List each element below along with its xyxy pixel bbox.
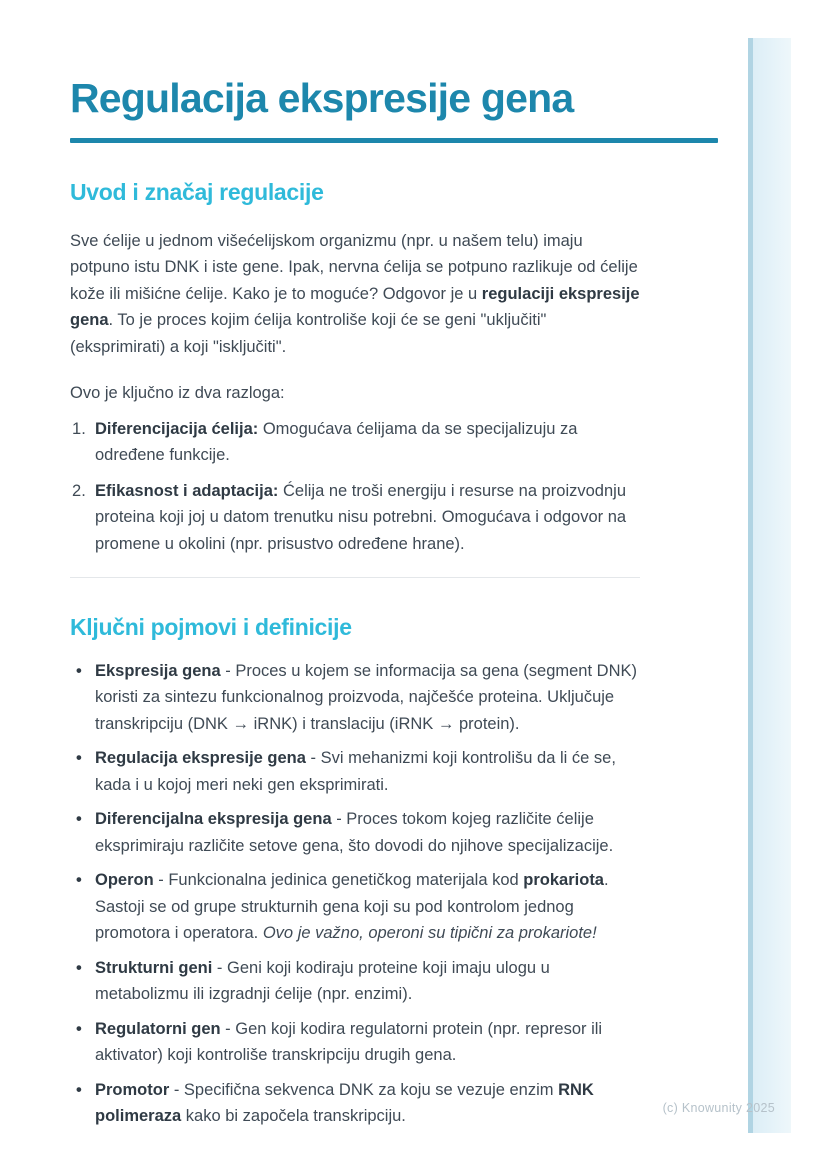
reasons-list bbox=[70, 416, 640, 558]
list-item-operon bbox=[70, 867, 640, 947]
copyright-note: (c) Knowunity 2025 bbox=[662, 1101, 775, 1115]
term-label: Diferencijacija ćelija: bbox=[95, 419, 259, 438]
intro-bold-term: regulaciji ekspresije gena bbox=[70, 284, 640, 330]
section-heading-uvod: Uvod i značaj regulacije bbox=[70, 179, 324, 206]
term-label: Operon bbox=[95, 871, 154, 890]
term-label: Regulatorni gen bbox=[95, 1019, 221, 1038]
list-item-diferencijalna-ekspresija bbox=[70, 806, 640, 859]
term-definition-cont: kako bi započela transkripciju. bbox=[181, 1107, 406, 1126]
term-definition: Ćelija ne troši energiju i resurse na proizvodnju proteina koji joj u datom trenutku nisu potrebni. Omogućava i odgovor na promene u okolini (npr. prisustvo određene hrane). bbox=[95, 481, 627, 553]
term-definition: Omogućava ćelijama da se specijalizuju za određene funkcije. bbox=[95, 419, 578, 465]
intro-paragraph bbox=[70, 228, 640, 361]
list-item-regulacija-ekspresije bbox=[70, 745, 640, 798]
page-title: Regulacija ekspresije gena bbox=[70, 75, 574, 121]
term-definition: - Geni koji kodiraju proteine koji imaju ulogu u metabolizmu ili izgradnji ćelije (npr. enzimi). bbox=[95, 958, 550, 1004]
term-inline-bold: RNK polimeraza bbox=[95, 1080, 594, 1126]
terms-list bbox=[70, 658, 640, 1130]
term-definition: - Specifična sekvenca DNK za koju se vezuje enzim bbox=[169, 1080, 559, 1099]
term-definition: - Funkcionalna jedinica genetičkog materijala kod bbox=[153, 871, 524, 890]
list-item-strukturni-geni bbox=[70, 955, 640, 1008]
term-definition: - Proces tokom kojeg različite ćelije eksprimiraju različite setove gena, što dovodi do njihove specijalizacije. bbox=[95, 810, 614, 855]
term-label: Ekspresija gena bbox=[95, 661, 221, 680]
term-definition-cont: . Sastoji se od grupe strukturnih gena koji su pod kontrolom jednog promotora i operatora. bbox=[95, 871, 609, 943]
term-label: Strukturni geni bbox=[95, 958, 213, 977]
term-label: Efikasnost i adaptacija: bbox=[95, 481, 279, 500]
term-label: Regulacija ekspresije gena bbox=[95, 749, 306, 768]
intro-text-cont: . To je proces kojim ćelija kontroliše koji će se geni "uključiti" (eksprimirati) a koji "isključiti". bbox=[70, 311, 547, 356]
list-item-ekspresija-gena bbox=[70, 658, 640, 738]
term-label: Promotor bbox=[95, 1080, 170, 1099]
reasons-lead: Ovo je ključno iz dva razloga: bbox=[70, 384, 285, 403]
title-underline bbox=[70, 138, 718, 143]
term-label: Diferencijalna ekspresija gena bbox=[95, 810, 332, 829]
term-definition: - Svi mehanizmi koji kontrolišu da li će se, kada i u kojoj meri neki gen eksprimirati. bbox=[95, 749, 616, 794]
list-item-efikasnost bbox=[70, 478, 640, 558]
intro-text: Sve ćelije u jednom višećelijskom organizmu (npr. u našem telu) imaju potpuno istu DNK i iste gene. Ipak, nervna ćelija se potpuno razlikuje od ćelije kože ili mišićne ćelije. Kako je to moguće? Odgovor je u bbox=[70, 231, 638, 303]
list-item-promotor bbox=[70, 1077, 640, 1130]
term-inline-bold: prokariota bbox=[523, 871, 604, 890]
list-item-regulatorni-gen bbox=[70, 1016, 640, 1069]
section-divider bbox=[70, 577, 640, 578]
term-definition: - Proces u kojem se informacija sa gena (segment DNK) koristi za sintezu funkcionalnog proizvoda, najčešće proteina. Uključuje transkripciju (DNK → iRNK) i translaciju (iRNK → protein). bbox=[95, 661, 637, 733]
section-heading-pojmovi: Ključni pojmovi i definicije bbox=[70, 614, 352, 641]
right-accent-strip bbox=[748, 38, 791, 1133]
list-item-diferencijacija bbox=[70, 416, 640, 469]
term-definition: - Gen koji kodira regulatorni protein (npr. represor ili aktivator) koji kontroliše transkripciju drugih gena. bbox=[95, 1019, 603, 1065]
term-note-italic: Ovo je važno, operoni su tipični za prokariote! bbox=[262, 924, 597, 943]
